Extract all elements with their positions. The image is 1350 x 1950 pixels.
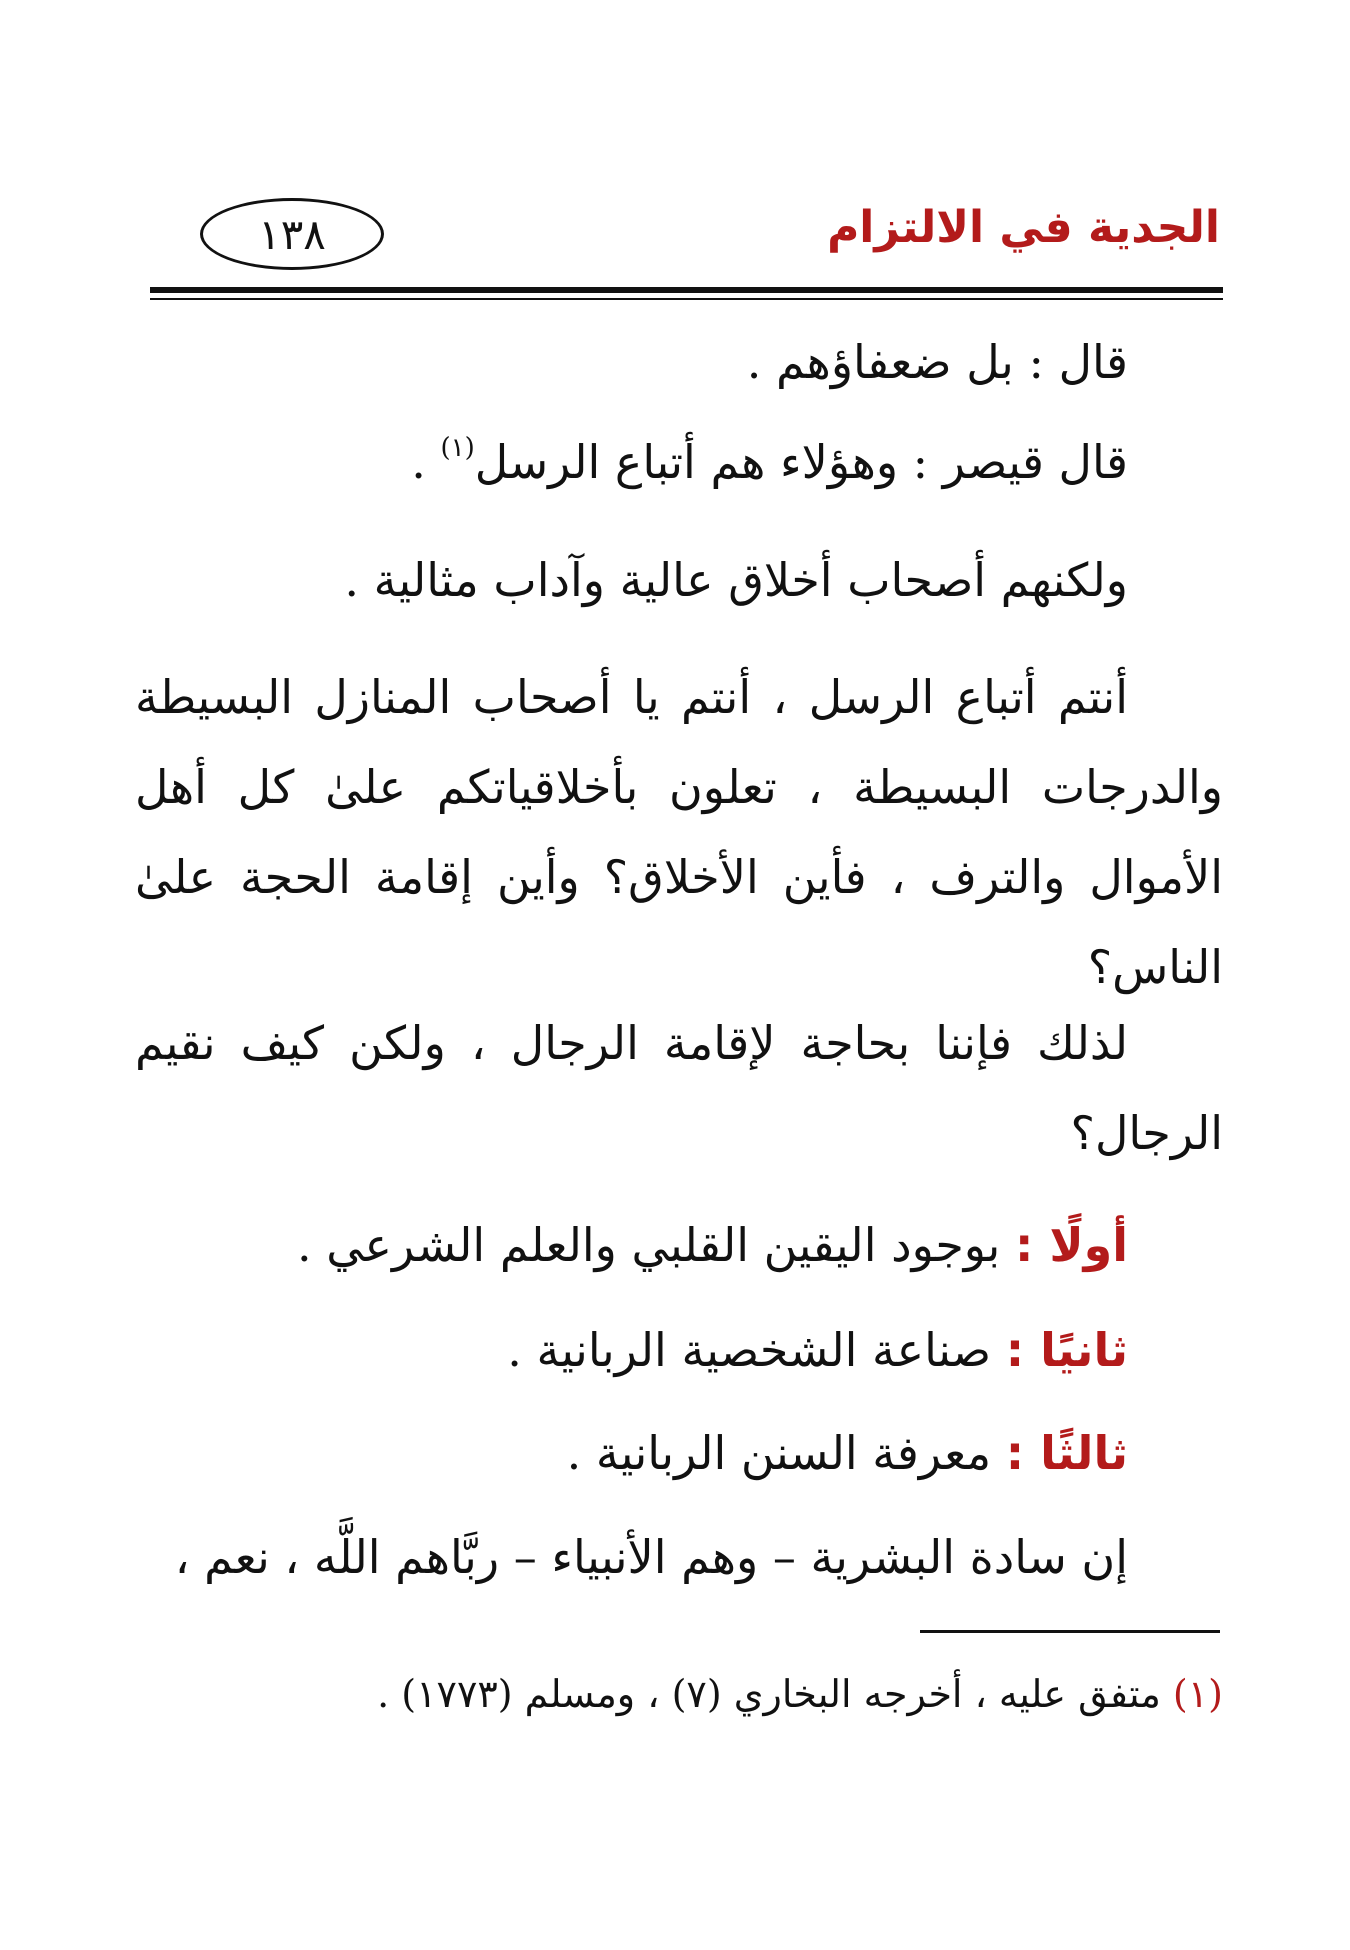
body-line-2-text: قال قيصر : وهؤلاء هم أتباع الرسل bbox=[474, 435, 1128, 489]
footnote bbox=[377, 1672, 1223, 1716]
point-1-text: بوجود اليقين القلبي والعلم الشرعي . bbox=[296, 1218, 1001, 1272]
point-2 bbox=[507, 1320, 1128, 1380]
page-header bbox=[150, 190, 1220, 280]
footnote-marker: (١) bbox=[1172, 1672, 1223, 1716]
point-3-text: معرفة السنن الربانية . bbox=[566, 1426, 992, 1480]
body-line-3: ولكنهم أصحاب أخلاق عالية وآداب مثالية . bbox=[344, 553, 1128, 607]
paragraph-1 bbox=[135, 652, 1223, 1012]
header-rule-thin bbox=[150, 298, 1223, 300]
book-title: الجدية في الالتزام bbox=[827, 202, 1220, 253]
paragraph-2-text: لذلك فإننا بحاجة لإقامة الرجال ، ولكن كيف نقيم الرجال؟ bbox=[135, 1016, 1223, 1160]
body-line-2-end: . bbox=[411, 435, 441, 489]
page-number: ١٣٨ bbox=[200, 198, 384, 270]
footnote-reference[interactable]: (١) bbox=[440, 433, 475, 463]
footnote-rule bbox=[920, 1630, 1220, 1633]
point-1 bbox=[297, 1215, 1128, 1275]
point-3 bbox=[567, 1423, 1128, 1483]
point-1-label: أولًا : bbox=[1014, 1218, 1128, 1272]
paragraph-1-text: أنتم أتباع الرسل ، أنتم يا أصحاب المنازل البسيطة والدرجات البسيطة ، تعلون بأخلاقياتكم علىٰ كل أهل الأموال والترف ، فأين الأخلاق؟ وأين إقامة الحجة علىٰ الناس؟ bbox=[135, 670, 1223, 994]
point-3-label: ثالثًا : bbox=[1005, 1426, 1128, 1480]
footnote-text: متفق عليه ، أخرجه البخاري (٧) ، ومسلم (١٧٧٣) . bbox=[377, 1672, 1161, 1716]
body-line-1: قال : بل ضعفاؤهم . bbox=[746, 335, 1128, 389]
paragraph-2 bbox=[135, 998, 1223, 1178]
point-2-label: ثانيًا : bbox=[1005, 1323, 1128, 1377]
body-last-line: إن سادة البشرية – وهم الأنبياء – ربَّاهم اللَّه ، نعم ، bbox=[174, 1530, 1128, 1584]
body-line-2 bbox=[411, 432, 1128, 492]
point-2-text: صناعة الشخصية الربانية . bbox=[507, 1323, 992, 1377]
header-rule-thick bbox=[150, 287, 1223, 293]
